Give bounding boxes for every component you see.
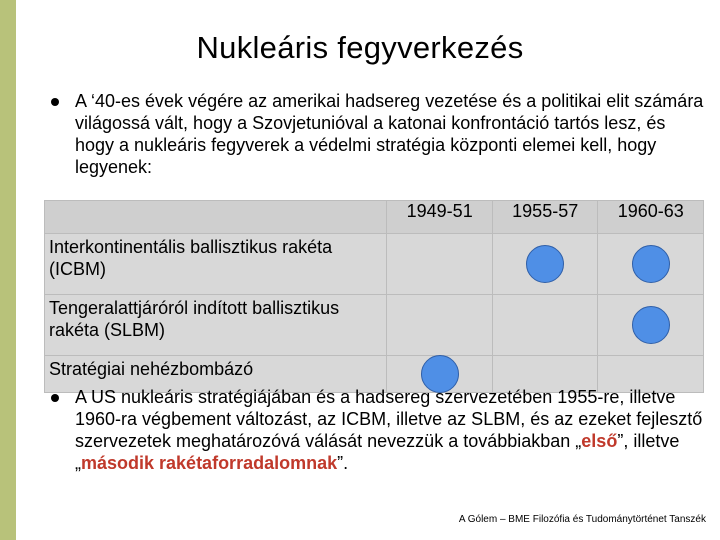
row-label: Tengeralattjáróról indított ballisztikus rakéta (SLBM): [45, 295, 387, 356]
bullet-icon: [51, 98, 59, 106]
cell-icbm-1955: [492, 234, 598, 295]
cell-icbm-1960: [598, 234, 704, 295]
left-accent-bar: [0, 0, 16, 540]
cell-slbm-1960: [598, 295, 704, 356]
row-label: Interkontinentális ballisztikus rakéta (ICBM): [45, 234, 387, 295]
conclusion-paragraph: [75, 386, 705, 474]
header-blank: [45, 201, 387, 234]
intro-paragraph: A ‘40-es évek végére az amerikai hadsereg vezetése és a politikai elit számára világossá vált, hogy a Szovjetunióval a katonai konfrontáció tartós lesz, és hogy a nukleáris fegyverek a védelmi stratégia központi elemei kell, hogy legyenek:: [75, 91, 704, 177]
header-1949-51: 1949-51: [387, 201, 493, 234]
marker-dot-icon: [526, 245, 564, 283]
row-label: Stratégiai nehézbombázó: [45, 356, 387, 393]
emphasis-second: második rakétaforradalomnak: [81, 453, 338, 473]
header-1960-63: 1960-63: [598, 201, 704, 234]
bullet-icon: [51, 394, 59, 402]
cell-icbm-1949: [387, 234, 493, 295]
cell-slbm-1949: [387, 295, 493, 356]
footer-credit: A Gólem – BME Filozófia és Tudománytörténet Tanszék: [458, 514, 706, 525]
marker-dot-icon: [632, 306, 670, 344]
missile-timeline-table: [44, 200, 704, 393]
emphasis-first: első: [581, 431, 618, 451]
slide-title: Nukleáris fegyverkezés: [196, 30, 524, 65]
conclusion-prefix: A US nukleáris stratégiájában és a hadsereg szervezetében 1955-re, illetve 1960-ra végbement változást, az ICBM, illetve az SLBM, és az ezeket fejlesztő szervezetek meghatározóvá válását nevezzük a továbbiakban „: [75, 387, 703, 451]
conclusion-middle: ”, illetve „: [75, 431, 680, 473]
table-row-icbm: [45, 234, 704, 295]
header-1955-57: 1955-57: [492, 201, 598, 234]
marker-dot-icon: [632, 245, 670, 283]
conclusion-suffix: ”.: [337, 453, 349, 473]
cell-slbm-1955: [492, 295, 598, 356]
table-header-row: [45, 201, 704, 234]
table-row-slbm: [45, 295, 704, 356]
